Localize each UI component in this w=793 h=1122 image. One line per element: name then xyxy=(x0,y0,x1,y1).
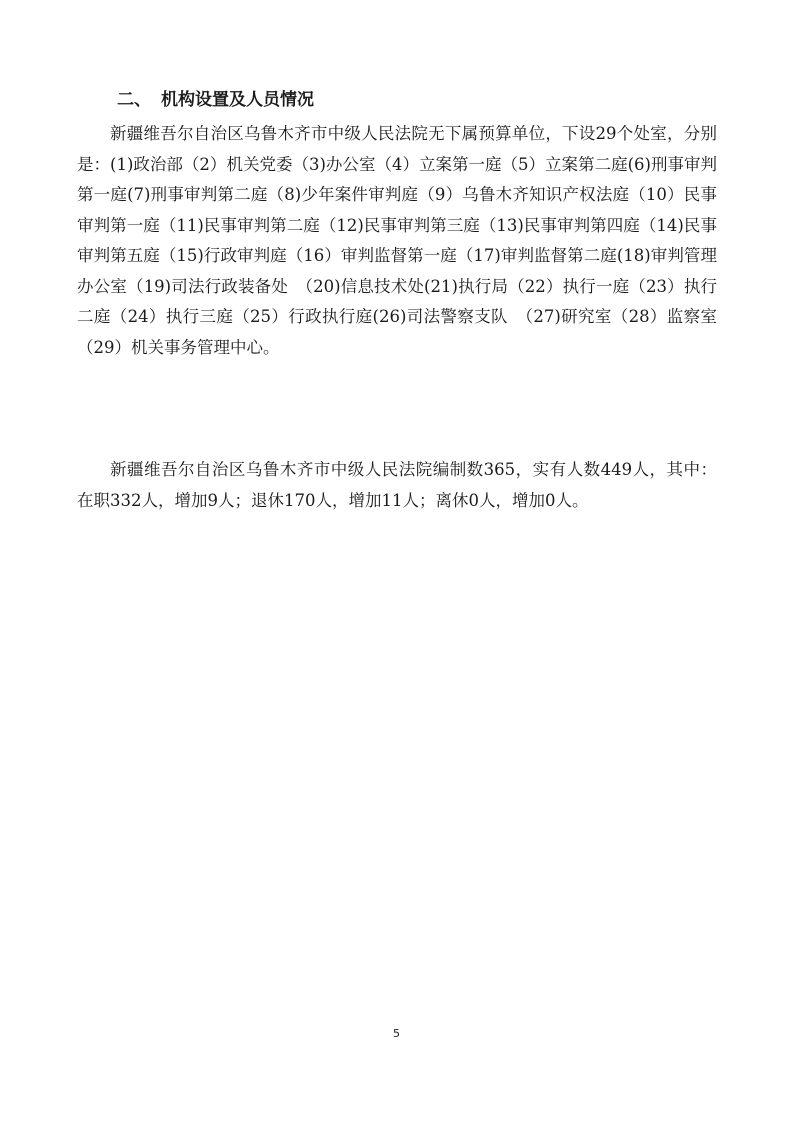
page-number: 5 xyxy=(393,1027,400,1040)
staffing-paragraph: 新疆维吾尔自治区乌鲁木齐市中级人民法院编制数365，实有人数449人，其中：在职332人，增加9人；退休170人，增加11人；离休0人，增加0人。 xyxy=(77,460,717,510)
section-title: 机构设置及人员情况 xyxy=(161,90,314,110)
institution-paragraph: 新疆维吾尔自治区乌鲁木齐市中级人民法院无下属预算单位，下设29个处室，分别是：(1)政治部（2）机关党委（3)办公室（4）立案第一庭（5）立案第二庭(6)刑事审判第一庭(7)刑事审判第二庭（8)少年案件审判庭（9）乌鲁木齐知识产权法庭（10）民事审判第一庭（11)民事审判第二庭（12)民事审判第三庭（13)民事审判第四庭（14)民事审判第五庭（15)行政审判庭（16）审判监督第一庭（17)审判监督第二庭(18)审判管理办公室（19)司法行政装备处 （20)信息技术处(21)执行局（22）执行一庭（23）执行二庭（24）执行三庭（25）行政执行庭(26)司法警察支队 （27)研究室（28）监察室（29）机关事务管理中心。 xyxy=(77,124,717,357)
section-heading xyxy=(117,88,314,112)
section-number: 二、 xyxy=(117,90,151,110)
